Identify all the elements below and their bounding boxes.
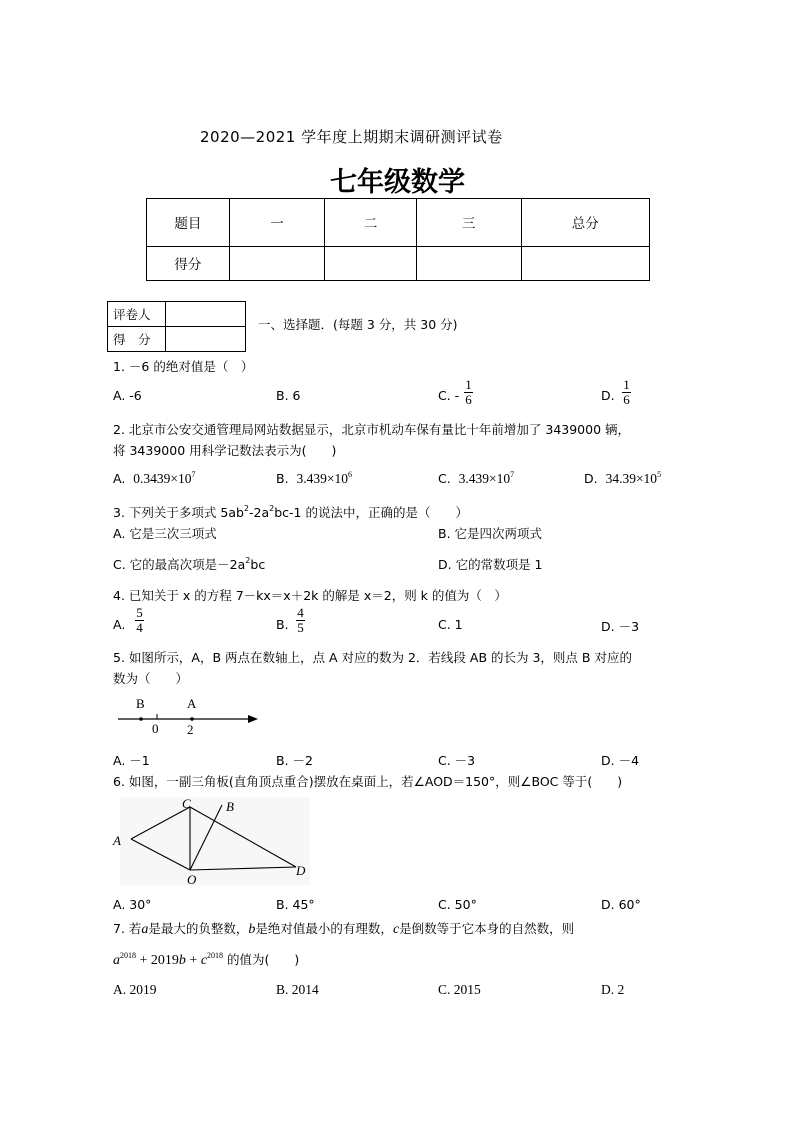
exam-subtitle: 2020—2021 学年度上期期末调研测评试卷	[200, 128, 503, 146]
triangle-rulers-figure	[110, 795, 310, 887]
q1-stem: 1. －6 的绝对值是（ ）	[113, 359, 254, 374]
fraction-denominator: 6	[623, 392, 630, 407]
score-label: 得 分	[108, 327, 166, 352]
vertex-o-label: O	[187, 872, 197, 887]
fraction-denominator: 6	[465, 392, 472, 407]
tick-zero-label: 0	[152, 721, 159, 736]
fraction-numerator: 5	[136, 605, 143, 620]
score-table-header: 总分	[521, 199, 650, 247]
q5-line1: 5. 如图所示，A，B 两点在数轴上，点 A 对应的数为 2．若线段 AB 的长为 3，则点 B 对应的	[113, 650, 632, 665]
q5-option-a: A. －1	[113, 753, 150, 768]
q1-option-a: A. -6	[113, 388, 142, 403]
q6-option-d: D. 60°	[601, 897, 641, 912]
q4-option-b-fraction	[296, 606, 305, 635]
q6-option-a: A. 30°	[113, 897, 152, 912]
vertex-c-label: C	[182, 796, 191, 811]
score-cell[interactable]	[521, 246, 650, 280]
score-table-header: 三	[416, 199, 521, 247]
q2-option-b: B. $3.439\times 10^6$	[276, 470, 353, 486]
fraction-denominator: 4	[136, 620, 143, 635]
q1-option-b: B. 6	[276, 388, 301, 403]
tick-two-label: 2	[187, 722, 194, 737]
q2-option-d: D. $34.39\times 10^5$	[584, 470, 662, 486]
q5-option-c: C. －3	[438, 753, 476, 768]
q1-option-d: D.	[601, 388, 615, 403]
q3-option-a: A. 它是三次三项式	[113, 526, 217, 541]
q2-line1: 2. 北京市公安交通管理局网站数据显示，北京市机动车保有量比十年前增加了 3439000 辆，	[113, 422, 631, 437]
q7-option-a: A. 2019	[113, 982, 157, 997]
score-cell[interactable]	[416, 246, 521, 280]
point-b-label: B	[136, 696, 145, 711]
score-table-header: 二	[325, 199, 417, 247]
score-table-header: 题目	[147, 199, 230, 247]
fraction-numerator: 1	[465, 377, 472, 392]
q7-line1: 7. 若a是最大的负整数，b是绝对值最小的有理数，c是倒数等于它本身的自然数，则	[113, 921, 575, 937]
q1-option-c: C. -	[438, 388, 460, 403]
exam-title: 七年级数学	[330, 167, 465, 198]
q4-option-a: A.	[113, 617, 126, 632]
q3-option-b: B. 它是四次两项式	[438, 526, 543, 541]
q4-stem: 4. 已知关于 x 的方程 7－kx＝x＋2k 的解是 x＝2，则 k 的值为（ ）	[113, 588, 507, 603]
q6-stem: 6. 如图，一副三角板(直角顶点重合)摆放在桌面上，若∠AOD＝150°，则∠BOC 等于( )	[113, 774, 623, 789]
q2-option-c: C. $3.439\times 10^7$	[438, 470, 515, 486]
q7-option-b: B. 2014	[276, 982, 319, 997]
q7-expression: $a^{2018} + 2019b + c^{2018}$ 的值为( )	[113, 951, 300, 968]
score-row-label: 得分	[147, 246, 230, 280]
vertex-d-label: D	[296, 863, 306, 878]
q5-option-d: D. －4	[601, 753, 640, 768]
q4-option-a-fraction	[135, 606, 144, 635]
score-cell[interactable]	[325, 246, 417, 280]
q4-option-d: D. －3	[601, 619, 640, 634]
fraction-numerator: 4	[297, 605, 304, 620]
q6-option-c: C. 50°	[438, 897, 477, 912]
q1-option-d-fraction	[622, 378, 631, 407]
vertex-b-label: B	[226, 799, 234, 814]
section-heading: 一、选择题．(每题 3 分，共 30 分)	[258, 317, 458, 332]
q2-line2: 将 3439000 用科学记数法表示为( )	[113, 443, 337, 458]
number-line-figure	[112, 694, 264, 740]
q4-option-b: B.	[276, 617, 289, 632]
reviewer-label: 评卷人	[108, 302, 166, 327]
q1-option-c-fraction	[464, 378, 473, 407]
score-table	[146, 198, 650, 281]
q7-option-c: C. 2015	[438, 982, 481, 997]
q5-line2: 数为（ ）	[113, 671, 189, 686]
fraction-denominator: 5	[297, 620, 304, 635]
q7-option-d: D. 2	[601, 982, 625, 997]
grader-score-cell[interactable]	[166, 327, 246, 352]
point-a-label: A	[187, 696, 197, 711]
reviewer-cell[interactable]	[166, 302, 246, 327]
fraction-numerator: 1	[623, 377, 630, 392]
vertex-a-label: A	[113, 833, 121, 848]
q2-option-a: A. $0.3439\times 10^7$	[113, 470, 196, 486]
q3-option-d: D. 它的常数项是 1	[438, 557, 543, 572]
score-cell[interactable]	[229, 246, 325, 280]
q6-option-b: B. 45°	[276, 897, 315, 912]
q5-option-b: B. －2	[276, 753, 313, 768]
q3-stem: 3. 下列关于多项式 $5ab^2-2a^2bc-1$ 的说法中，正确的是（ ）	[113, 504, 468, 520]
score-table-header: 一	[229, 199, 325, 247]
grader-box	[107, 301, 246, 352]
q3-option-c: C. 它的最高次项是$-2a^2bc$	[113, 556, 266, 572]
q4-option-c: C. 1	[438, 617, 463, 632]
